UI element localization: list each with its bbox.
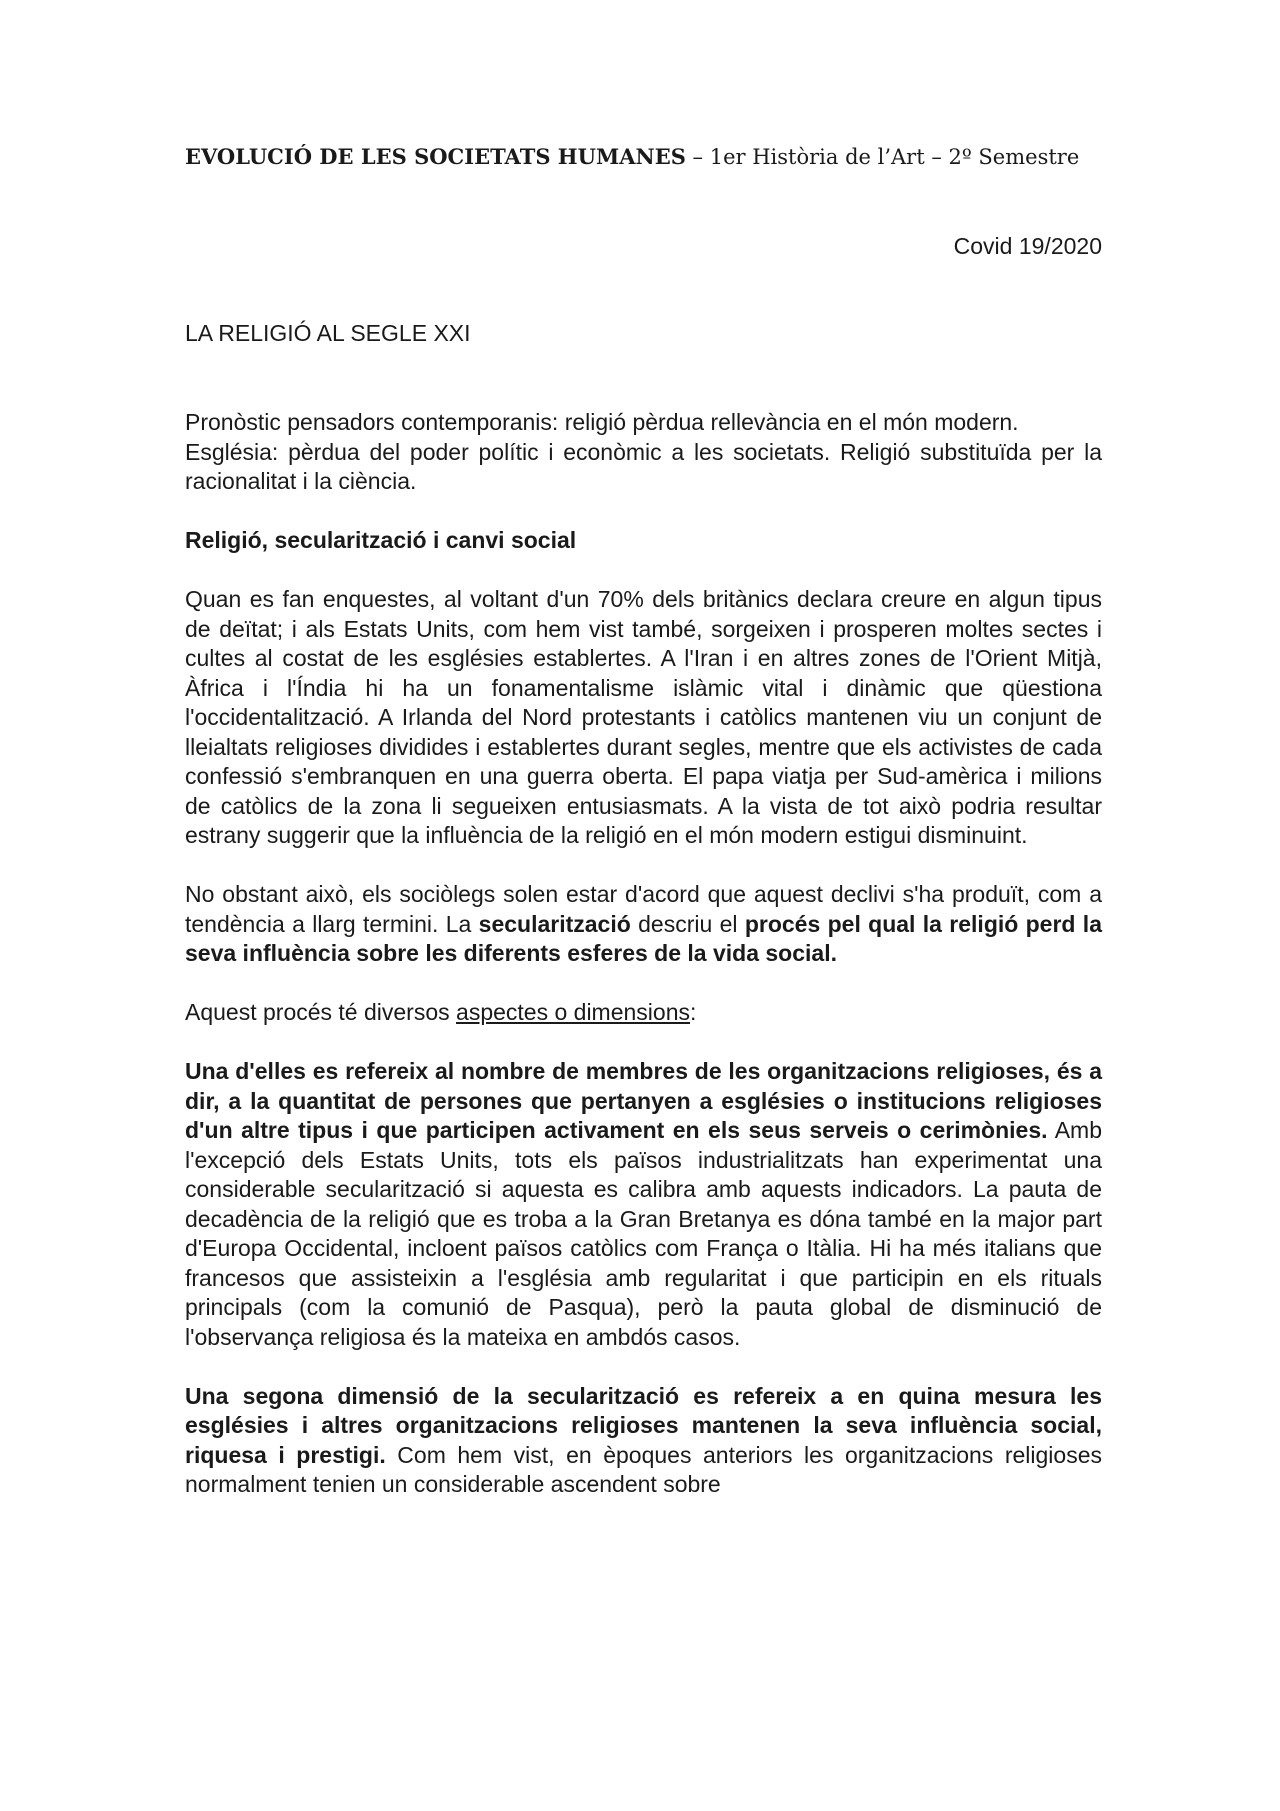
course-meta: – 1er Història de l’Art – 2º Semestre (685, 145, 1080, 169)
document-header (185, 140, 1102, 174)
intro-line-2: Església: pèrdua del poder polític i econòmic a les societats. Religió substituïda per la racionalitat i la ciència. (185, 438, 1102, 494)
underlined-aspects: aspectes o dimensions (456, 999, 690, 1025)
document-date: Covid 19/2020 (953, 233, 1102, 259)
paragraph-3-text-a: Aquest procés té diversos (185, 999, 457, 1025)
subheading: Religió, secularització i canvi social (185, 527, 577, 553)
document-content (185, 140, 1102, 1500)
paragraph-2-text-c: descriu el (630, 910, 745, 937)
paragraph-1: Quan es fan enquestes, al voltant d'un 70% dels britànics declara creure en algun tipus de deïtat; i als Estats Units, com hem vist també, sorgeixen i prosperen moltes sectes i cultes al costat de les esglésies establertes. A l'Iran i en altres zones de l'Orient Mitjà, Àfrica i l'Índia hi ha un fonamentalisme islàmic vital i dinàmic que qüestiona l'occidentalització. A Irlanda del Nord protestants i catòlics mantenen viu un conjunt de lleialtats religioses dividides i establertes durant segles, mentre que els activistes de cada confessió s'embranquen en una guerra oberta. El papa viatja per Sud-amèrica i milions de catòlics de la zona li segueixen entusiasmats. A la vista de tot això podria resultar estrany suggerir que la influència de la religió en el món modern estigui disminuint. (185, 586, 1102, 848)
paragraph-5 (185, 1382, 1102, 1500)
paragraph-3-text-c: : (690, 999, 697, 1025)
paragraph-4 (185, 1057, 1102, 1352)
paragraph-4-text: Amb l'excepció dels Estats Units, tots els països industrialitzats han experimentat una considerable secularització si aquesta es calibra amb aquests indicadors. La pauta de decadència de la religió que es troba a la Gran Bretanya es dóna també en la major part d'Europa Occidental, incloent països catòlics com França o Itàlia. Hi ha més italians que francesos que assisteixin a l'església amb regularitat i que participin en els rituals principals (com la comunió de Pasqua), però la pauta global de disminució de l'observança religiosa és la mateixa en ambdós casos. (185, 1117, 1102, 1350)
paragraph-5-text: Com hem vist, en èpoques anteriors les organitzacions religioses normalment tenien un considerable ascendent sobre (185, 1441, 1102, 1497)
term-secularitzacio: secularització (478, 910, 631, 937)
course-title: EVOLUCIÓ DE LES SOCIETATS HUMANES (185, 144, 686, 169)
paragraph-5-bold: Una segona dimensió de la secularització es refereix a en quina mesura les esglésies i altres organitzacions religioses mantenen la seva influència social, riquesa i prestigi. (185, 1382, 1102, 1468)
paragraph-4-bold: Una d'elles es refereix al nombre de membres de les organitzacions religioses, és a dir, a la quantitat de persones que pertanyen a esglésies o institucions religioses d'un altre tipus i que participen activament en els seus serveis o cerimònies. (185, 1058, 1102, 1143)
paragraph-2-text-a: No obstant això, els sociòlegs solen estar d'acord que aquest declivi s'ha produït, com a tendència a llarg termini. La (185, 881, 1102, 937)
intro-line-1: Pronòstic pensadors contemporanis: religió pèrdua rellevància en el món modern. (185, 409, 1019, 435)
paragraph-2 (185, 880, 1102, 969)
section-title: LA RELIGIÓ AL SEGLE XXI (185, 320, 471, 346)
definition-bold: procés pel qual la religió perd la seva influència sobre les diferents esferes de la vida social. (185, 910, 1102, 966)
paragraph-3 (185, 998, 1102, 1028)
